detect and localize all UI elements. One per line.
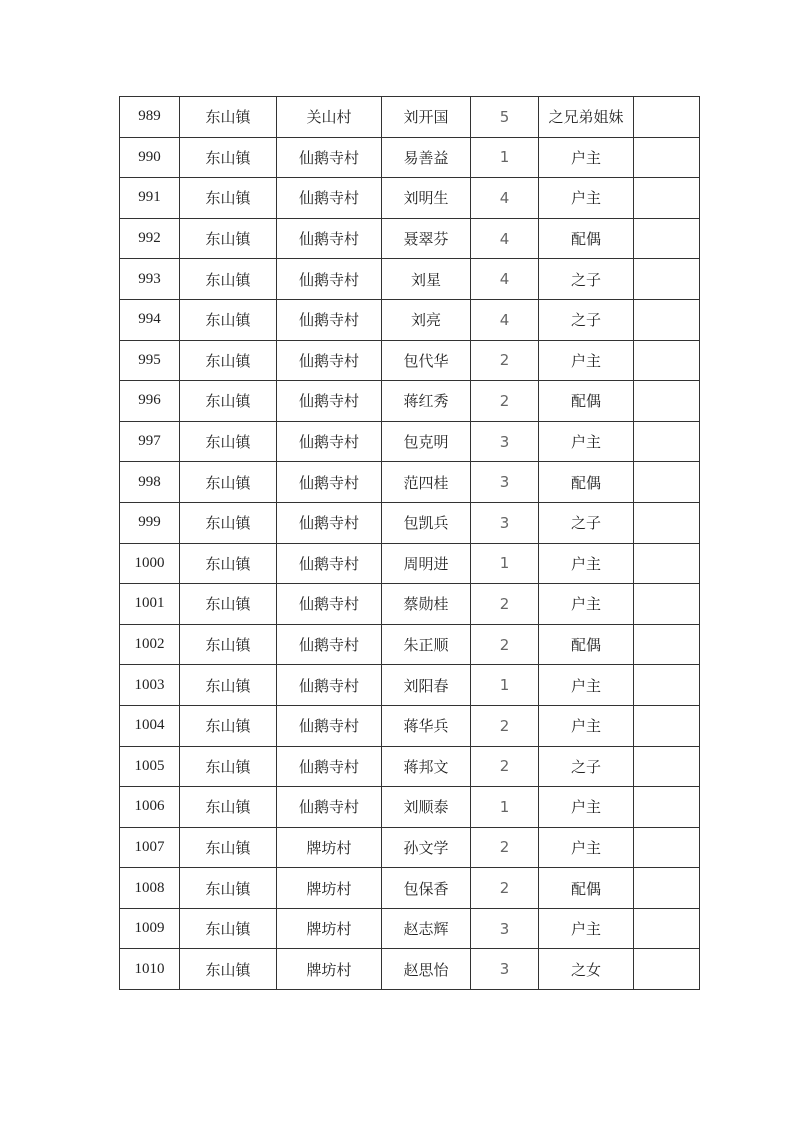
- person-name-cell: 刘顺泰: [382, 787, 471, 828]
- note-cell: [634, 949, 700, 990]
- town-cell: 东山镇: [180, 949, 277, 990]
- person-name-cell: 赵志辉: [382, 908, 471, 949]
- village-cell: 仙鹅寺村: [277, 584, 382, 625]
- household-size-cell: 1: [471, 665, 539, 706]
- note-cell: [634, 665, 700, 706]
- household-size-cell: 3: [471, 908, 539, 949]
- note-cell: [634, 421, 700, 462]
- village-cell: 仙鹅寺村: [277, 624, 382, 665]
- note-cell: [634, 705, 700, 746]
- relation-cell: 户主: [539, 827, 634, 868]
- note-cell: [634, 259, 700, 300]
- row-number-cell: 1009: [120, 908, 180, 949]
- household-size-cell: 1: [471, 137, 539, 178]
- relation-cell: 配偶: [539, 462, 634, 503]
- person-name-cell: 刘星: [382, 259, 471, 300]
- note-cell: [634, 746, 700, 787]
- note-cell: [634, 218, 700, 259]
- relation-cell: 之女: [539, 949, 634, 990]
- relation-cell: 户主: [539, 340, 634, 381]
- note-cell: [634, 787, 700, 828]
- household-size-cell: 3: [471, 421, 539, 462]
- table-row: [120, 259, 700, 300]
- relation-cell: 户主: [539, 584, 634, 625]
- row-number-cell: 1004: [120, 705, 180, 746]
- relation-cell: 之子: [539, 746, 634, 787]
- roster-table: [119, 96, 700, 990]
- person-name-cell: 朱正顺: [382, 624, 471, 665]
- village-cell: 仙鹅寺村: [277, 787, 382, 828]
- person-name-cell: 刘开国: [382, 97, 471, 138]
- note-cell: [634, 137, 700, 178]
- household-size-cell: 2: [471, 827, 539, 868]
- relation-cell: 之子: [539, 502, 634, 543]
- person-name-cell: 易善益: [382, 137, 471, 178]
- table-row: [120, 868, 700, 909]
- table-row: [120, 218, 700, 259]
- town-cell: 东山镇: [180, 299, 277, 340]
- person-name-cell: 包代华: [382, 340, 471, 381]
- town-cell: 东山镇: [180, 218, 277, 259]
- relation-cell: 户主: [539, 421, 634, 462]
- row-number-cell: 995: [120, 340, 180, 381]
- town-cell: 东山镇: [180, 259, 277, 300]
- household-size-cell: 2: [471, 584, 539, 625]
- household-size-cell: 4: [471, 178, 539, 219]
- town-cell: 东山镇: [180, 462, 277, 503]
- relation-cell: 户主: [539, 908, 634, 949]
- village-cell: 仙鹅寺村: [277, 502, 382, 543]
- household-size-cell: 2: [471, 381, 539, 422]
- person-name-cell: 包凯兵: [382, 502, 471, 543]
- table-row: [120, 97, 700, 138]
- town-cell: 东山镇: [180, 908, 277, 949]
- town-cell: 东山镇: [180, 381, 277, 422]
- household-size-cell: 3: [471, 949, 539, 990]
- relation-cell: 户主: [539, 787, 634, 828]
- note-cell: [634, 97, 700, 138]
- village-cell: 仙鹅寺村: [277, 259, 382, 300]
- person-name-cell: 周明进: [382, 543, 471, 584]
- person-name-cell: 孙文学: [382, 827, 471, 868]
- relation-cell: 户主: [539, 665, 634, 706]
- household-size-cell: 2: [471, 624, 539, 665]
- village-cell: 牌坊村: [277, 827, 382, 868]
- household-size-cell: 3: [471, 502, 539, 543]
- village-cell: 仙鹅寺村: [277, 218, 382, 259]
- relation-cell: 之子: [539, 259, 634, 300]
- household-size-cell: 2: [471, 340, 539, 381]
- table-row: [120, 543, 700, 584]
- village-cell: 仙鹅寺村: [277, 705, 382, 746]
- village-cell: 仙鹅寺村: [277, 543, 382, 584]
- person-name-cell: 范四桂: [382, 462, 471, 503]
- row-number-cell: 1005: [120, 746, 180, 787]
- row-number-cell: 993: [120, 259, 180, 300]
- row-number-cell: 1002: [120, 624, 180, 665]
- town-cell: 东山镇: [180, 502, 277, 543]
- row-number-cell: 999: [120, 502, 180, 543]
- relation-cell: 户主: [539, 178, 634, 219]
- note-cell: [634, 299, 700, 340]
- relation-cell: 户主: [539, 543, 634, 584]
- row-number-cell: 1010: [120, 949, 180, 990]
- relation-cell: 配偶: [539, 624, 634, 665]
- note-cell: [634, 381, 700, 422]
- town-cell: 东山镇: [180, 665, 277, 706]
- row-number-cell: 997: [120, 421, 180, 462]
- person-name-cell: 刘明生: [382, 178, 471, 219]
- row-number-cell: 1007: [120, 827, 180, 868]
- note-cell: [634, 827, 700, 868]
- table-row: [120, 462, 700, 503]
- person-name-cell: 聂翠芬: [382, 218, 471, 259]
- row-number-cell: 1001: [120, 584, 180, 625]
- household-size-cell: 2: [471, 746, 539, 787]
- row-number-cell: 1006: [120, 787, 180, 828]
- village-cell: 仙鹅寺村: [277, 746, 382, 787]
- row-number-cell: 1008: [120, 868, 180, 909]
- row-number-cell: 990: [120, 137, 180, 178]
- village-cell: 牌坊村: [277, 949, 382, 990]
- village-cell: 仙鹅寺村: [277, 299, 382, 340]
- table-row: [120, 746, 700, 787]
- note-cell: [634, 340, 700, 381]
- relation-cell: 配偶: [539, 868, 634, 909]
- person-name-cell: 蒋华兵: [382, 705, 471, 746]
- household-size-cell: 2: [471, 868, 539, 909]
- table-row: [120, 381, 700, 422]
- person-name-cell: 赵思怡: [382, 949, 471, 990]
- household-size-cell: 2: [471, 705, 539, 746]
- table-row: [120, 827, 700, 868]
- village-cell: 仙鹅寺村: [277, 421, 382, 462]
- note-cell: [634, 624, 700, 665]
- village-cell: 仙鹅寺村: [277, 137, 382, 178]
- note-cell: [634, 502, 700, 543]
- household-size-cell: 1: [471, 787, 539, 828]
- person-name-cell: 包克明: [382, 421, 471, 462]
- note-cell: [634, 584, 700, 625]
- town-cell: 东山镇: [180, 868, 277, 909]
- household-size-cell: 4: [471, 259, 539, 300]
- note-cell: [634, 868, 700, 909]
- person-name-cell: 蒋邦文: [382, 746, 471, 787]
- row-number-cell: 998: [120, 462, 180, 503]
- village-cell: 仙鹅寺村: [277, 340, 382, 381]
- town-cell: 东山镇: [180, 624, 277, 665]
- person-name-cell: 蔡勋桂: [382, 584, 471, 625]
- table-row: [120, 502, 700, 543]
- town-cell: 东山镇: [180, 97, 277, 138]
- table-row: [120, 624, 700, 665]
- town-cell: 东山镇: [180, 178, 277, 219]
- town-cell: 东山镇: [180, 421, 277, 462]
- household-size-cell: 4: [471, 218, 539, 259]
- table-row: [120, 421, 700, 462]
- table-row: [120, 299, 700, 340]
- village-cell: 牌坊村: [277, 868, 382, 909]
- table-row: [120, 584, 700, 625]
- note-cell: [634, 543, 700, 584]
- table-row: [120, 705, 700, 746]
- town-cell: 东山镇: [180, 746, 277, 787]
- household-size-cell: 1: [471, 543, 539, 584]
- relation-cell: 之兄弟姐妹: [539, 97, 634, 138]
- note-cell: [634, 178, 700, 219]
- note-cell: [634, 462, 700, 503]
- relation-cell: 之子: [539, 299, 634, 340]
- table-row: [120, 137, 700, 178]
- relation-cell: 户主: [539, 705, 634, 746]
- table-row: [120, 908, 700, 949]
- town-cell: 东山镇: [180, 340, 277, 381]
- household-size-cell: 3: [471, 462, 539, 503]
- household-size-cell: 4: [471, 299, 539, 340]
- village-cell: 仙鹅寺村: [277, 178, 382, 219]
- note-cell: [634, 908, 700, 949]
- village-cell: 仙鹅寺村: [277, 462, 382, 503]
- person-name-cell: 蒋红秀: [382, 381, 471, 422]
- table-row: [120, 665, 700, 706]
- person-name-cell: 刘阳春: [382, 665, 471, 706]
- row-number-cell: 991: [120, 178, 180, 219]
- row-number-cell: 992: [120, 218, 180, 259]
- village-cell: 仙鹅寺村: [277, 381, 382, 422]
- town-cell: 东山镇: [180, 137, 277, 178]
- relation-cell: 配偶: [539, 381, 634, 422]
- relation-cell: 配偶: [539, 218, 634, 259]
- village-cell: 牌坊村: [277, 908, 382, 949]
- row-number-cell: 996: [120, 381, 180, 422]
- row-number-cell: 1003: [120, 665, 180, 706]
- town-cell: 东山镇: [180, 705, 277, 746]
- table-row: [120, 178, 700, 219]
- roster-table-body: [120, 97, 700, 990]
- village-cell: 仙鹅寺村: [277, 665, 382, 706]
- relation-cell: 户主: [539, 137, 634, 178]
- village-cell: 关山村: [277, 97, 382, 138]
- table-row: [120, 340, 700, 381]
- town-cell: 东山镇: [180, 787, 277, 828]
- row-number-cell: 989: [120, 97, 180, 138]
- table-row: [120, 949, 700, 990]
- person-name-cell: 刘亮: [382, 299, 471, 340]
- town-cell: 东山镇: [180, 584, 277, 625]
- table-row: [120, 787, 700, 828]
- household-size-cell: 5: [471, 97, 539, 138]
- row-number-cell: 994: [120, 299, 180, 340]
- town-cell: 东山镇: [180, 543, 277, 584]
- row-number-cell: 1000: [120, 543, 180, 584]
- person-name-cell: 包保香: [382, 868, 471, 909]
- town-cell: 东山镇: [180, 827, 277, 868]
